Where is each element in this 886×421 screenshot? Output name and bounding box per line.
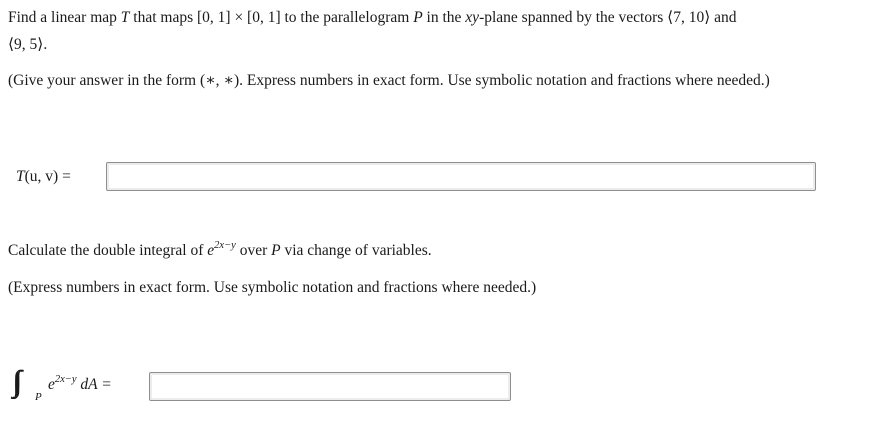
part-2-region-symbol: P — [271, 242, 281, 259]
problem-statement-line1 — [8, 8, 737, 28]
part-2-text-2: over — [235, 242, 272, 259]
differential: dA = — [76, 376, 112, 393]
part-2-text-3: via change of variables. — [280, 242, 432, 259]
part-2-text-1: Calculate the double integral of — [8, 242, 208, 259]
integrand-power: 2x−y — [54, 374, 77, 385]
instruction-2 — [8, 278, 536, 298]
intro-text-4: -plane spanned by the vectors ⟨7, 10⟩ and — [479, 9, 737, 26]
part-2-statement — [8, 241, 432, 261]
integrand-base: e — [48, 376, 55, 393]
answer-1-map-symbol: T — [16, 167, 25, 185]
answer-1-row — [16, 162, 816, 191]
instruction-1-text: (Give your answer in the form (∗, ∗). Express numbers in exact form. Use symbolic notation and fractions where needed.) — [8, 72, 770, 89]
answer-1-label — [16, 168, 106, 186]
answer-2-input[interactable] — [149, 372, 511, 401]
answer-1-input[interactable] — [106, 162, 816, 191]
part-2-exp-power: 2x−y — [214, 240, 236, 251]
integral-region-subscript: P — [35, 391, 42, 403]
intro-text-3: in the — [422, 9, 466, 26]
answer-1-args: (u, v) = — [24, 167, 71, 185]
plane-symbol: xy — [465, 9, 480, 26]
intro-text-1: Find a linear map — [8, 9, 121, 26]
vector-2-text: ⟨9, 5⟩. — [8, 36, 48, 53]
answer-2-label — [10, 366, 140, 406]
answer-2-row — [10, 366, 511, 406]
problem-statement-line2 — [8, 35, 47, 55]
instruction-1 — [8, 71, 770, 91]
map-symbol: T — [120, 9, 130, 26]
integrand — [48, 376, 112, 394]
region-symbol: P — [413, 9, 423, 26]
part-2-exp-base: e — [207, 242, 215, 259]
intro-text-2: that maps [0, 1] × [0, 1] to the parallelogram — [129, 9, 414, 26]
instruction-2-text: (Express numbers in exact form. Use symbolic notation and fractions where needed.) — [8, 279, 537, 296]
